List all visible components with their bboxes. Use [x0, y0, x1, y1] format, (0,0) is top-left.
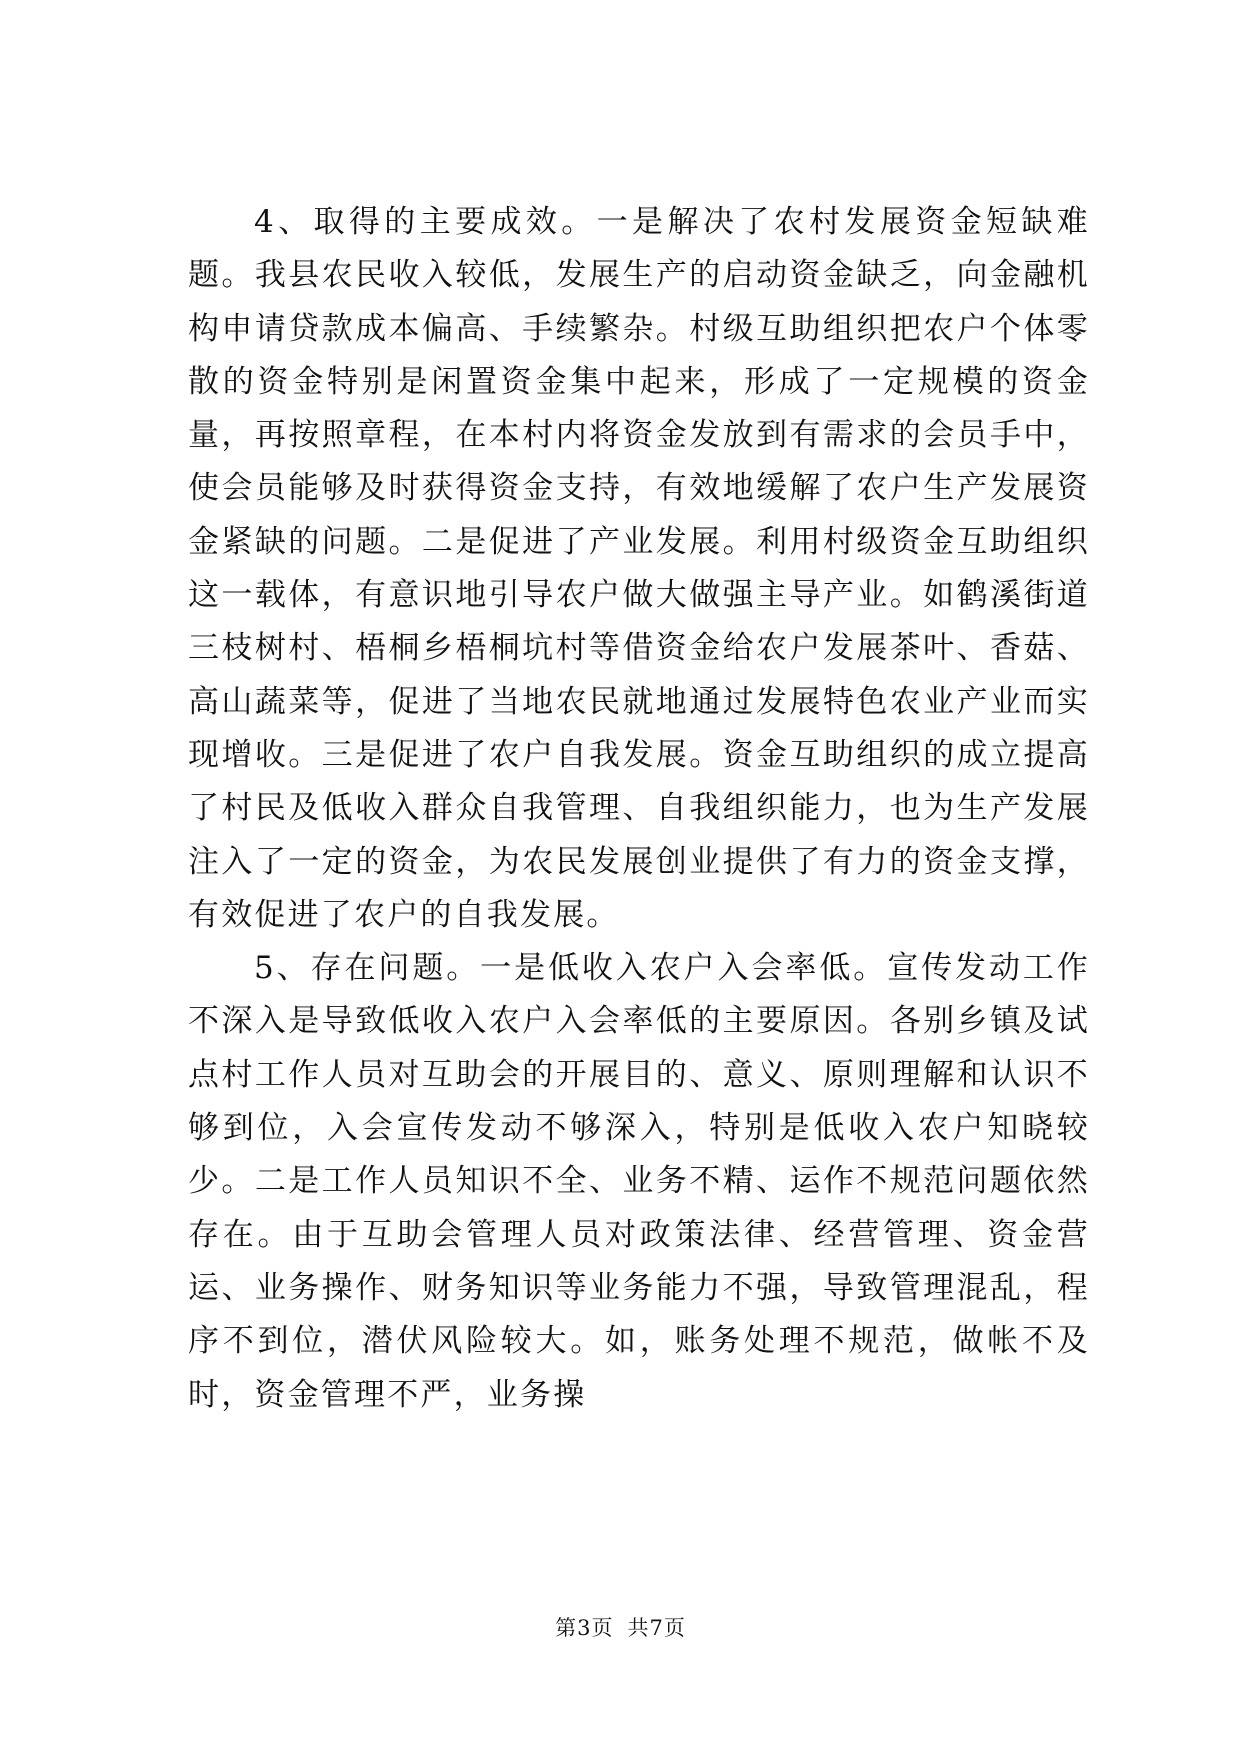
paragraph-achievements: 4、取得的主要成效。一是解决了农村发展资金短缺难题。我县农民收入较低，发展生产的启动资金缺乏，向金融机构申请贷款成本偏高、手续繁杂。村级互助组织把农户个体零散的资金特别是闲置资金集中起来，形成了一定规模的资金量，再按照章程，在本村内将资金发放到有需求的会员手中，使会员能够及时获得资金支持，有效地缓解了农户生产发展资金紧缺的问题。二是促进了产业发展。利用村级资金互助组织这一载体，有意识地引导农户做大做强主导产业。如鹤溪街道三枝树村、梧桐乡梧桐坑村等借资金给农户发展茶叶、香菇、高山蔬菜等，促进了当地农民就地通过发展特色农业产业而实现增收。三是促进了农户自我发展。资金互助组织的成立提高了村民及低收入群众自我管理、自我组织能力，也为生产发展注入了一定的资金，为农民发展创业提供了有力的资金支撑，有效促进了农户的自我发展。 — [188, 204, 1090, 933]
paragraph-problems: 5、存在问题。一是低收入农户入会率低。宣传发动工作不深入是导致低收入农户入会率低的主要原因。各别乡镇及试点村工作人员对互助会的开展目的、意义、原则理解和认识不够到位，入会宣传发动不够深入，特别是低收入农户知晓较少。二是工作人员知识不全、业务不精、运作不规范问题依然存在。由于互助会管理人员对政策法律、经营管理、资金营运、业务操作、财务知识等业务能力不强，导致管理混乱，程序不到位，潜伏风险较大。如，账务处理不规范，做帐不及时，资金管理不严，业务操 — [188, 950, 1090, 1413]
page-number: 第3页 — [555, 1616, 614, 1640]
page-total: 共7页 — [627, 1616, 686, 1640]
document-body — [188, 196, 1090, 1422]
page-footer — [0, 1612, 1241, 1642]
